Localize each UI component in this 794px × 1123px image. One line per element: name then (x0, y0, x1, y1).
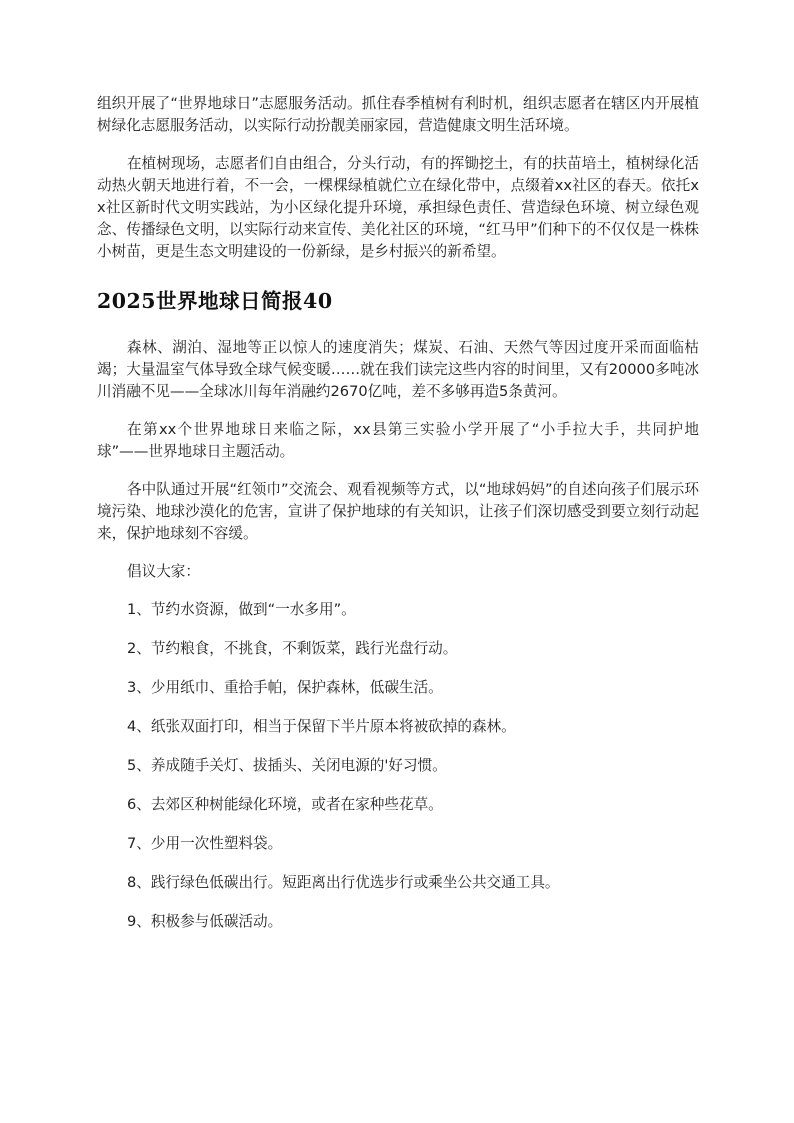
paragraph-school-event: 在第xx个世界地球日来临之际，xx县第三实验小学开展了“小手拉大手，共同护地球”——世界地球日主题活动。 (97, 421, 699, 460)
list-item: 6、去郊区种树能绿化环境，或者在家种些花草。 (127, 796, 443, 813)
section-heading: 2025世界地球日简报40 (97, 289, 333, 313)
paragraph-volunteer-activity: 组织开展了“世界地球日”志愿服务活动。抓住春季植树有利时机，组织志愿者在辖区内开展植树绿化志愿服务活动，以实际行动扮靓美丽家园，营造健康文明生活环境。 (97, 95, 699, 134)
paragraph-environment-crisis: 森林、湖泊、湿地等正以惊人的速度消失；煤炭、石油、天然气等因过度开采而面临枯竭；大量温室气体导致全球气候变暖……就在我们读完这些内容的时间里，又有20000多吨冰川消融不见——全球冰川每年消融约2670亿吨，差不多够再造5条黄河。 (97, 339, 699, 400)
list-item: 9、积极参与低碳活动。 (127, 913, 283, 930)
paragraph-squadron-activity: 各中队通过开展“红领巾”交流会、观看视频等方式，以“地球妈妈”的自述向孩子们展示环境污染、地球沙漠化的危害，宣讲了保护地球的有关知识，让孩子们深切感受到要立刻行动起来，保护地球刻不容缓。 (97, 481, 699, 542)
list-item: 7、少用一次性塑料袋。 (127, 835, 283, 852)
proposal-list (97, 599, 699, 933)
list-item: 8、践行绿色低碳出行。短距离出行优选步行或乘坐公共交通工具。 (127, 874, 560, 891)
list-item: 2、节约粮食，不挑食，不剩饭菜，践行光盘行动。 (127, 640, 458, 657)
list-item: 4、纸张双面打印，相当于保留下半片原本将被砍掉的森林。 (127, 718, 516, 735)
proposal-intro: 倡议大家： (127, 563, 200, 580)
document-body (97, 93, 699, 933)
paragraph-tree-planting: 在植树现场，志愿者们自由组合，分头行动，有的挥锄挖土，有的扶苗培土，植树绿化活动热火朝天地进行着，不一会，一棵棵绿植就伫立在绿化带中，点缀着xx社区的春天。依托xx社区新时代文明实践站，为小区绿化提升环境，承担绿色责任、营造绿色环境、树立绿色观念、传播绿色文明，以实际行动来宣传、美化社区的环境，“红马甲”们种下的不仅仅是一株株小树苗，更是生态文明建设的一份新绿，是乡村振兴的新希望。 (97, 155, 699, 260)
list-item: 3、少用纸巾、重拾手帕，保护森林，低碳生活。 (127, 679, 443, 696)
list-item: 5、养成随手关灯、拔插头、关闭电源的'好习惯。 (127, 757, 447, 774)
list-item: 1、节约水资源，做到“一水多用”。 (127, 601, 356, 618)
